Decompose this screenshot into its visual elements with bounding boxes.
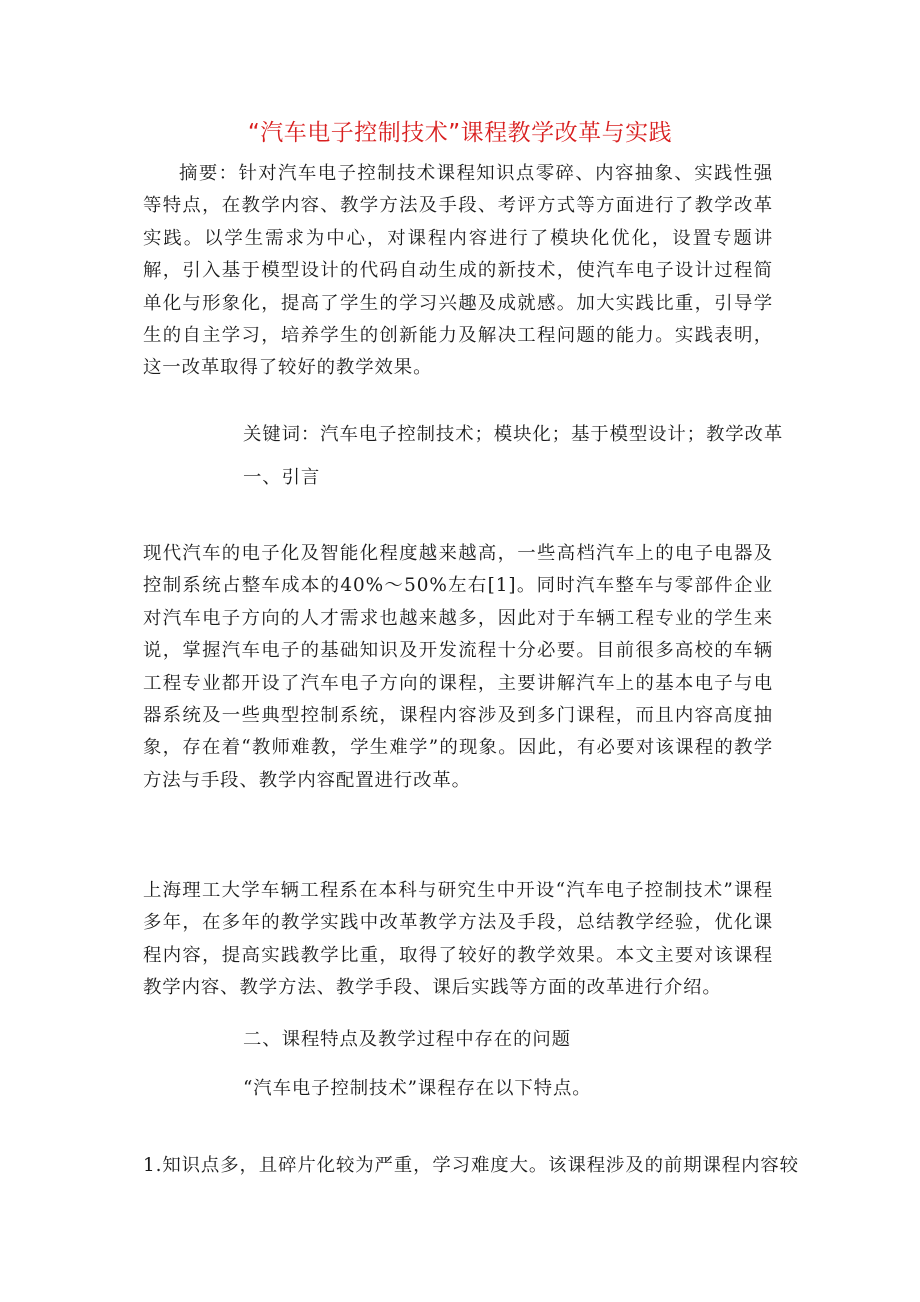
document-title: “汽车电子控制技术”课程教学改革与实践 (247, 120, 673, 146)
keywords-line: 关键词：汽车电子控制技术；模块化；基于模型设计；教学改革 (243, 424, 784, 445)
introduction-paragraph-2: 上海理工大学车辆工程系在本科与研究生中开设“汽车电子控制技术”课程多年，在多年的教学实践中改革教学方法及手段，总结教学经验，优化课程内容，提高实践教学比重，取得了较好的教学效果。本文主要对该课程教学内容、教学方法、教学手段、课后实践等方面的改革进行介绍。 (143, 880, 773, 999)
introduction-paragraph-1: 现代汽车的电子化及智能化程度越来越高，一些高档汽车上的电子电器及控制系统占整车成本的40%～50%左右[1]。同时汽车整车与零部件企业对汽车电子方向的人才需求也越来越多，因此对于车辆工程专业的学生来说，掌握汽车电子的基础知识及开发流程十分必要。目前很多高校的车辆工程专业都开设了汽车电子方向的课程，主要讲解汽车上的基本电子与电器系统及一些典型控制系统，课程内容涉及到多门课程，而且内容高度抽象，存在着“教师难教，学生难学”的现象。因此，有必要对该课程的教学方法与手段、教学内容配置进行改革。 (143, 543, 773, 791)
abstract-paragraph: 摘要：针对汽车电子控制技术课程知识点零碎、内容抽象、实践性强等特点，在教学内容、教学方法及手段、考评方式等方面进行了教学改革实践。以学生需求为中心，对课程内容进行了模块化优化，设置专题讲解，引入基于模型设计的代码自动生成的新技术，使汽车电子设计过程简单化与形象化，提高了学生的学习兴趣及成就感。加大实践比重，引导学生的自主学习，培养学生的创新能力及解决工程问题的能力。实践表明，这一改革取得了较好的教学效果。 (143, 163, 773, 379)
list-item-1: 1.知识点多，且碎片化较为严重，学习难度大。该课程涉及的前期课程内容较 (143, 1155, 799, 1176)
section-heading-course-features: 二、课程特点及教学过程中存在的问题 (243, 1029, 571, 1050)
section-heading-introduction: 一、引言 (243, 467, 321, 488)
course-features-intro: “汽车电子控制技术”课程存在以下特点。 (243, 1078, 592, 1099)
